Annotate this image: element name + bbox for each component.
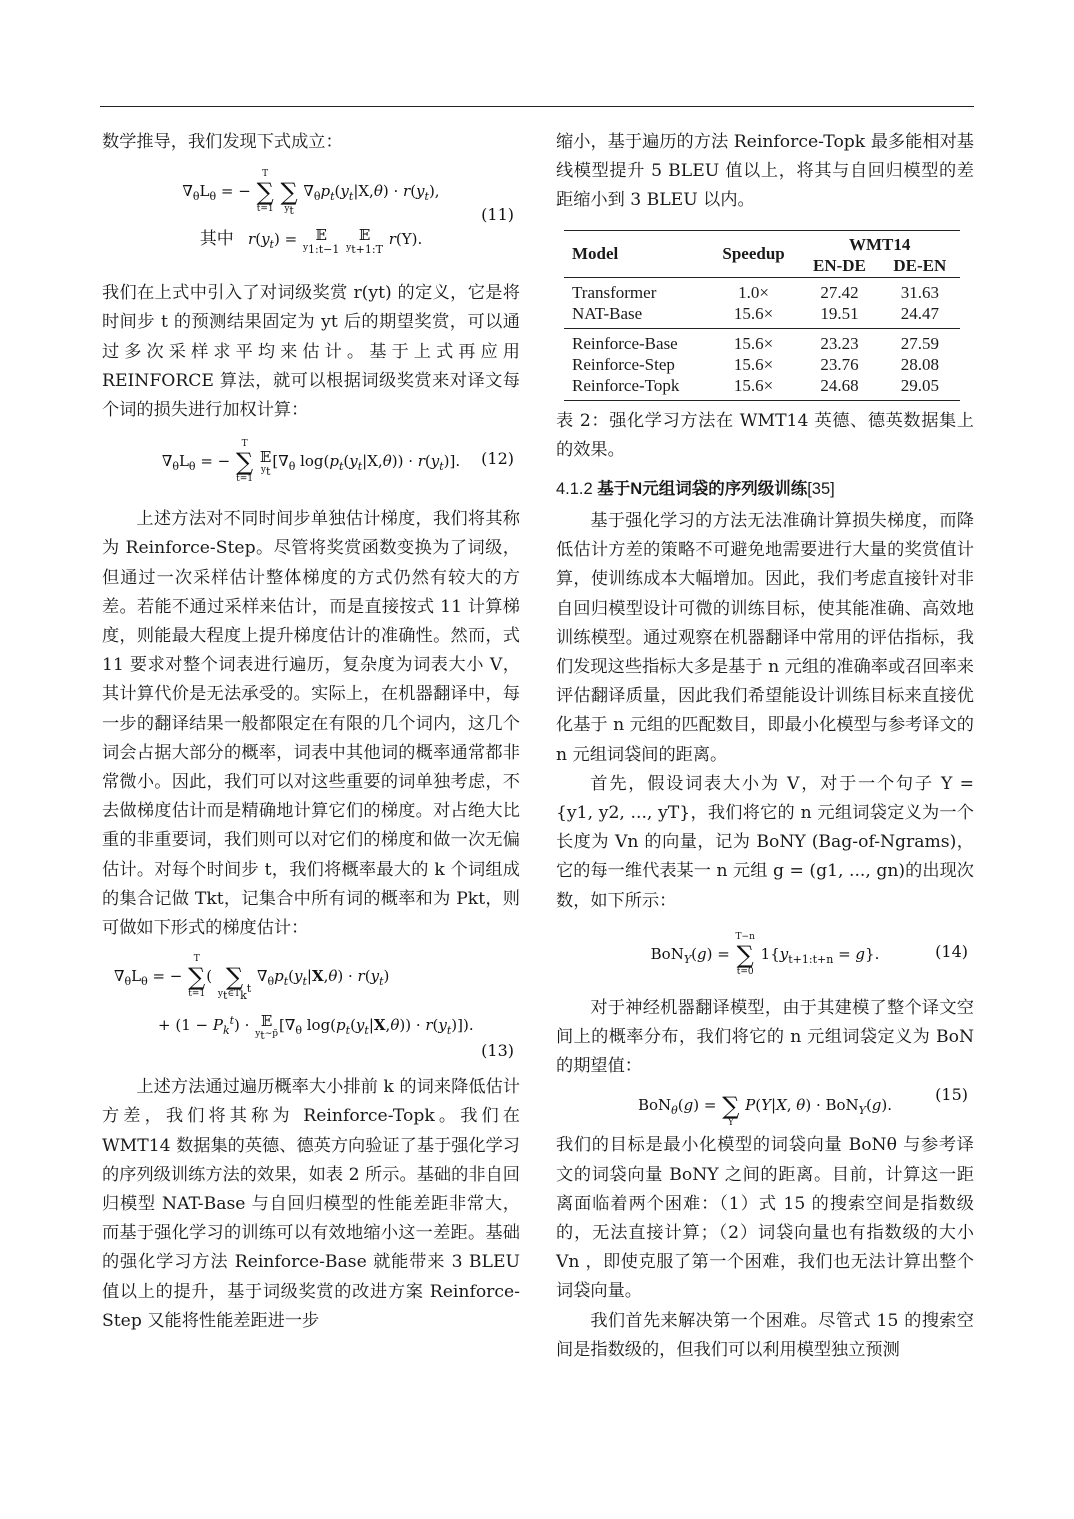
paragraph-reinforce-step: 上述方法对不同时间步单独估计梯度，我们将其称为 Reinforce-Step。尽管将奖赏函数变换为了词级，但通过一次采样估计整体梯度的方式仍然有较大的方差。若能不通过采样来估计，而是直接按式 11 计算梯度，则能最大程度上提升梯度估计的准确性。然而，式 11 要求对整个词表进行遍历，复杂度为词表大小 V，其计算代价是无法承受的。实际上，在机器翻译中，每一步的翻译结果一般都限定在有限的几个词内，这几个词会占据大部分的概率，词表中其他词的概率通常都非常微小。因此，我们可以对这些重要的词单独考虑，不去做梯度估计而是精确地计算它们的梯度。对占绝大比重的非重要词，我们则可以对它们的梯度和做一次无偏估计。对每个时间步 t，我们将概率最大的 k 个词组成的集合记做 Tkt，记集合中所有词的概率和为 Pkt，则可做如下形式的梯度估计： — [102, 509, 520, 939]
table-row: Reinforce-Base 15.6× 23.23 27.59 — [564, 328, 960, 354]
section-reference: [35] — [807, 480, 835, 499]
paragraph-word-reward: 我们在上式中引入了对词级奖赏 r(yt) 的定义，它是将时间步 t 的预测结果固定为 yt 后的期望奖赏，可以通过多次采样求平均来估计。基于上式再应用 REINFORCE 算法，就可以根据词级奖赏来对译文每个词的损失进行加权计算： — [102, 283, 520, 421]
table-header-speedup: Speedup — [722, 243, 785, 263]
table-header-model: Model — [572, 243, 619, 263]
table-row: Reinforce-Step 15.6× 23.76 28.08 — [572, 354, 939, 374]
paragraph-bon-motivation: 基于强化学习的方法无法准确计算损失梯度，而降低估计方差的策略不可避免地需要进行大量的奖赏值计算，使训练成本大幅增加。因此，我们考虑直接针对非自回归模型设计可微的训练目标，使其能准确、高效地训练模型。通过观察在机器翻译中常用的评估指标，我们发现这些指标大多是基于 n 元组的准确率或召回率来评估翻译质量，因此我们希望能设计训练目标来直接优化基于 n 元组的匹配数目，即最小化模型与参考译文的 n 元组词袋间的距离。 — [556, 511, 974, 765]
paragraph-bon-expectation: 对于神经机器翻译模型，由于其建模了整个译文空间上的概率分布，我们将它的 n 元组词袋定义为 BoN 的期望值： — [556, 997, 974, 1077]
equation-15: BoN$_\theta$(g) = ∑ Y P(Y|X, θ) · BoN$_Y$(g). (15) — [637, 1085, 968, 1129]
paragraph-reinforce-topk: 上述方法通过遍历概率大小排前 k 的词来降低估计方差，我们将其称为 Reinforce-Topk。我们在 WMT14 数据集的英德、德英方向验证了基于强化学习的序列级训练方法的效果，如表 2 所示。基础的非自回归模型 NAT-Base 与自回归模型的性能差距非常大，而基于强化学习的训练可以有效地缩小这一差距。基础的强化学习方法 Reinforce-Base 就能带来 3 BLEU 值以上的提升，基于词级奖赏的改进方案 Reinforce-Step 又能将性能差距进一步 — [102, 1077, 520, 1331]
section-title: 基于N元组词袋的序列级训练 — [597, 480, 808, 499]
equation-14: BoN$_Y$(g) = T−n ∑ t=0 $1\{y_{t+1:t+n} = g\}$. (14) — [650, 931, 968, 977]
section-number: 4.1.2 — [556, 480, 593, 499]
equation-12: $\nabla_\theta L_\theta$ = − T ∑ t=1 𝔼 $y_t$ [$\nabla_\theta$ $\log(p_t(y_t|X,\theta)) \cdot r(y_t)$]. (12) — [161, 439, 514, 485]
section-heading — [556, 475, 974, 503]
right-column — [556, 128, 974, 1365]
paragraph-first-difficulty: 我们首先来解决第一个困难。尽管式 15 的搜索空间是指数级的，但我们可以利用模型独立预测 — [556, 1310, 974, 1360]
table-header-de-en: DE-EN — [893, 255, 947, 275]
table-row: NAT-Base 15.6× 19.51 24.47 — [572, 303, 939, 323]
equation-11-where: 其中 — [199, 229, 234, 250]
paragraph-intro: 数学推导，我们发现下式成立： — [102, 132, 343, 152]
header-rule — [100, 106, 974, 107]
results-table — [564, 230, 960, 401]
equation-13-number: (13) — [481, 1041, 514, 1061]
table-caption: 表 2：强化学习方法在 WMT14 英德、德英数据集上的效果。 — [556, 410, 974, 460]
equation-11: $\nabla_\theta L_\theta$ = − T ∑ t=1 ∑ $y_t$ $\nabla_\theta p_t(y_t|X,\theta) \cdot r(y_t)$, 其中 $r(y_t)$ = 𝔼 $y_{1:t-1}$ 𝔼 $y_{t+1:T}$ r(Y). (11) — [182, 169, 514, 256]
equation-15-number: (15) — [935, 1085, 968, 1105]
equation-11-number: (11) — [481, 205, 514, 225]
table-header-en-de: EN-DE — [813, 255, 866, 275]
paragraph-objective: 我们的目标是最小化模型的词袋向量 BoNθ 与参考译文的词袋向量 BoNY 之间的距离。目前，计算这一距离面临着两个困难：（1）式 15 的搜索空间是指数级的，无法直接计算；（2）词袋向量也有指数级的大小 Vn ，即使克服了第一个困难，我们也无法计算出整个词袋向量。 — [556, 1135, 974, 1302]
table-row: Transformer 1.0× 27.42 31.63 — [564, 277, 960, 303]
paragraph-continued: 缩小，基于遍历的方法 Reinforce-Topk 最多能相对基线模型提升 5 BLEU 值以上，将其与自回归模型的差距缩小到 3 BLEU 以内。 — [556, 132, 974, 211]
equation-12-number: (12) — [481, 449, 514, 469]
table-header-wmt14: WMT14 — [848, 234, 911, 254]
paragraph-bon-definition: 首先，假设词表大小为 V，对于一个句子 Y = {y1, y2, ..., yT}，我们将它的 n 元组词袋定义为一个长度为 Vn 的向量，记为 BoNY (Bag-of-Ngrams)，它的每一维代表某一 n 元组 g = (g1, ..., gn)的出现次数，如下所示： — [556, 773, 974, 911]
equation-13: $\nabla_\theta L_\theta$ = − T ∑ t=1 ( ∑ $y_t\in T_k^t$ $\nabla_\theta p_t(y_t|X,\theta) \cdot r(y_t)$ + $(1 - P_k^t)$ · 𝔼 $y_t\sim p̃$ [$\nabla_\theta$ $\log(p_t(y_t|X,\theta)) \cdot r(y_t)$]). (13) — [114, 954, 514, 1061]
equation-14-number: (14) — [935, 941, 968, 961]
left-column — [102, 128, 520, 1336]
table-row: Reinforce-Topk 15.6× 24.68 29.05 — [564, 375, 960, 401]
